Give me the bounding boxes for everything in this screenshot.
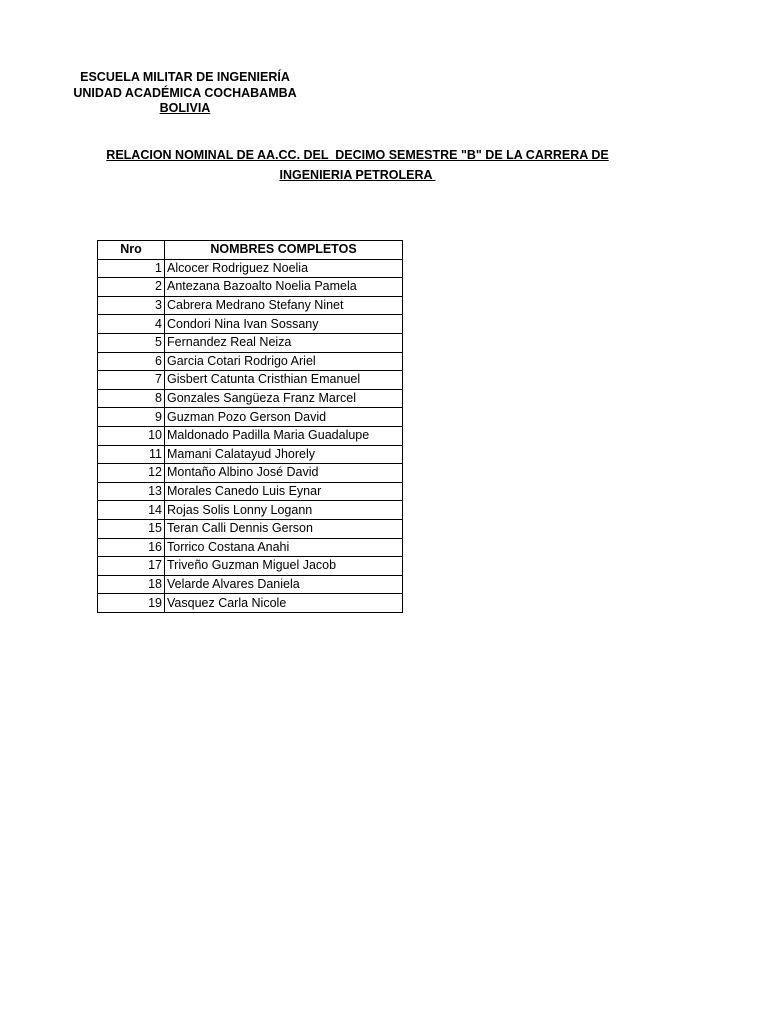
student-full-name: Garcia Cotari Rodrigo Ariel	[165, 352, 403, 371]
row-number: 7	[98, 371, 165, 390]
row-number: 13	[98, 482, 165, 501]
table-row	[98, 575, 403, 594]
student-roster-table	[97, 240, 403, 613]
table-row	[98, 594, 403, 613]
institution-header	[60, 70, 310, 117]
column-header-names: NOMBRES COMPLETOS	[165, 241, 403, 260]
student-full-name: Guzman Pozo Gerson David	[165, 408, 403, 427]
document-title-line-2: INGENIERIA PETROLERA	[279, 168, 436, 182]
student-full-name: Torrico Costana Anahi	[165, 538, 403, 557]
row-number: 8	[98, 389, 165, 408]
table-row	[98, 538, 403, 557]
table-row	[98, 296, 403, 315]
document-title	[60, 145, 655, 185]
row-number: 2	[98, 278, 165, 297]
document-title-line-1: RELACION NOMINAL DE AA.CC. DEL DECIMO SEMESTRE "B" DE LA CARRERA DE	[106, 148, 609, 162]
student-full-name: Morales Canedo Luis Eynar	[165, 482, 403, 501]
table-row	[98, 501, 403, 520]
row-number: 14	[98, 501, 165, 520]
student-full-name: Alcocer Rodriguez Noelia	[165, 259, 403, 278]
row-number: 6	[98, 352, 165, 371]
row-number: 16	[98, 538, 165, 557]
student-full-name: Maldonado Padilla Maria Guadalupe	[165, 426, 403, 445]
row-number: 5	[98, 333, 165, 352]
table-row	[98, 315, 403, 334]
student-full-name: Fernandez Real Neiza	[165, 333, 403, 352]
student-full-name: Teran Calli Dennis Gerson	[165, 519, 403, 538]
table-row	[98, 557, 403, 576]
student-full-name: Mamani Calatayud Jhorely	[165, 445, 403, 464]
row-number: 3	[98, 296, 165, 315]
row-number: 11	[98, 445, 165, 464]
student-full-name: Gisbert Catunta Cristhian Emanuel	[165, 371, 403, 390]
table-row	[98, 445, 403, 464]
school-name: ESCUELA MILITAR DE INGENIERÍA	[80, 70, 290, 84]
country-name: BOLIVIA	[159, 101, 211, 115]
student-full-name: Gonzales Sangüeza Franz Marcel	[165, 389, 403, 408]
student-full-name: Condori Nina Ivan Sossany	[165, 315, 403, 334]
row-number: 19	[98, 594, 165, 613]
row-number: 17	[98, 557, 165, 576]
row-number: 4	[98, 315, 165, 334]
table-row	[98, 259, 403, 278]
student-full-name: Rojas Solis Lonny Logann	[165, 501, 403, 520]
table-row	[98, 278, 403, 297]
student-full-name: Triveño Guzman Miguel Jacob	[165, 557, 403, 576]
student-full-name: Velarde Alvares Daniela	[165, 575, 403, 594]
table-row	[98, 352, 403, 371]
column-header-nro: Nro	[98, 241, 165, 260]
row-number: 10	[98, 426, 165, 445]
row-number: 18	[98, 575, 165, 594]
student-full-name: Cabrera Medrano Stefany Ninet	[165, 296, 403, 315]
table-row	[98, 371, 403, 390]
table-row	[98, 519, 403, 538]
row-number: 9	[98, 408, 165, 427]
table-header	[98, 241, 403, 260]
student-full-name: Vasquez Carla Nicole	[165, 594, 403, 613]
table-row	[98, 464, 403, 483]
table-header-row	[98, 241, 403, 260]
student-full-name: Montaño Albino José David	[165, 464, 403, 483]
table-row	[98, 482, 403, 501]
table-row	[98, 408, 403, 427]
table-row	[98, 389, 403, 408]
academic-unit: UNIDAD ACADÉMICA COCHABAMBA	[73, 85, 297, 100]
row-number: 1	[98, 259, 165, 278]
row-number: 12	[98, 464, 165, 483]
table-row	[98, 333, 403, 352]
row-number: 15	[98, 519, 165, 538]
table-row	[98, 426, 403, 445]
table-body	[98, 259, 403, 612]
student-full-name: Antezana Bazoalto Noelia Pamela	[165, 278, 403, 297]
